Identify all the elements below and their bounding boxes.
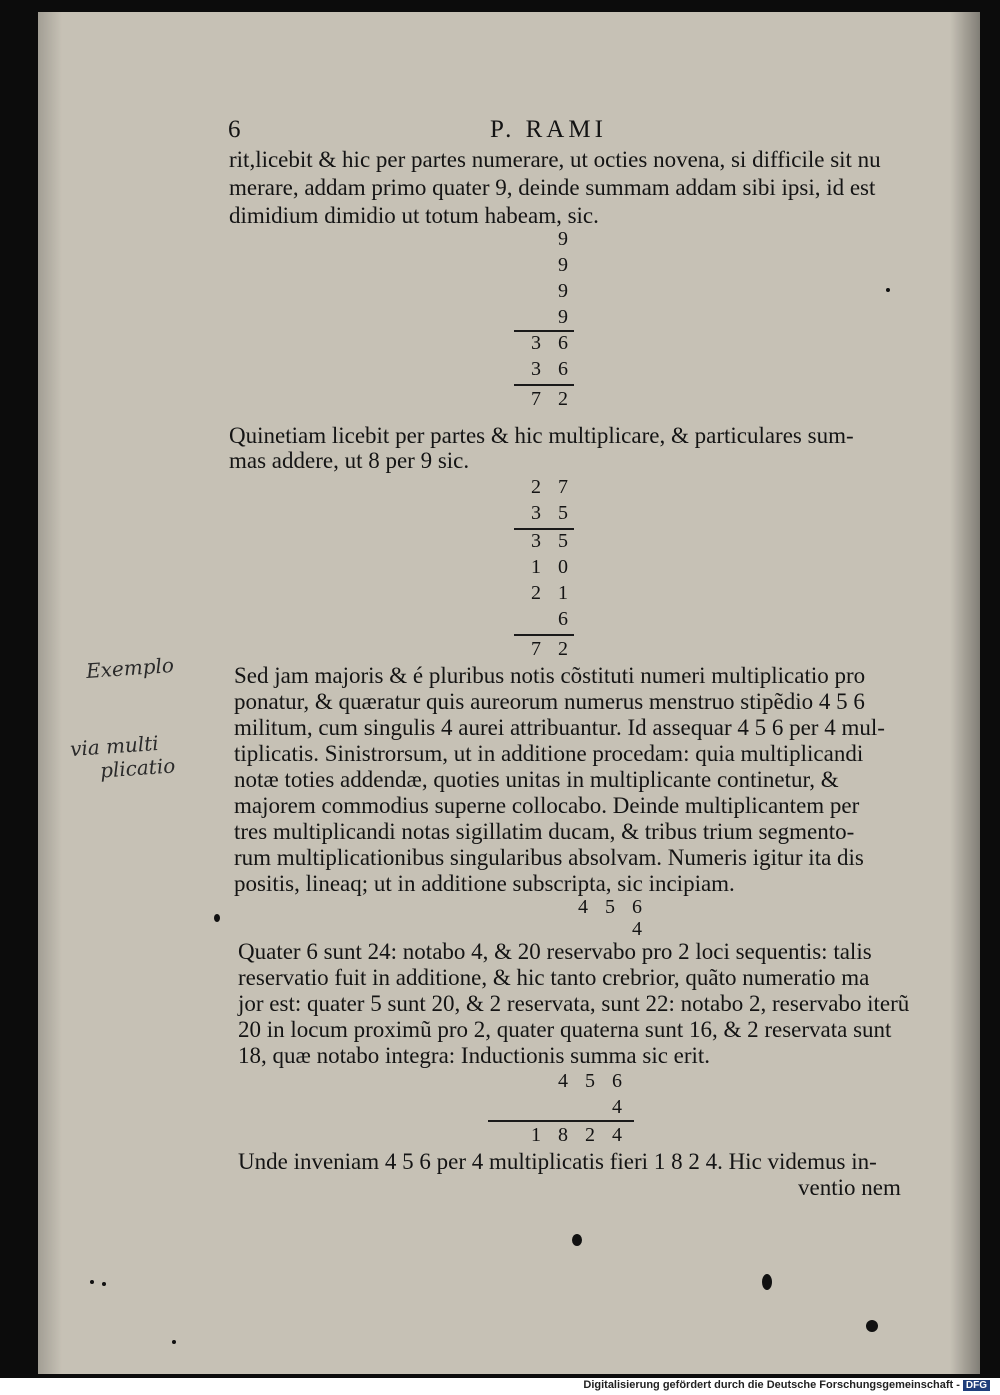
marginal-note: via multi (69, 730, 160, 762)
text-line: mas addere, ut 8 per 9 sic. (229, 448, 470, 473)
example-number: 9 (558, 280, 574, 302)
dfg-logo: DFG (963, 1380, 990, 1391)
footer-credit-text: Digitalisierung gefördert durch die Deutsche Forschungsgemeinschaft - (583, 1379, 960, 1391)
ink-speck (572, 1234, 582, 1246)
example-result: 7 2 (531, 388, 574, 410)
example-number: 3 6 (531, 332, 574, 354)
example-number: 3 5 (531, 530, 574, 552)
example-number: 3 5 (531, 502, 574, 524)
example-number: 4 5 6 (558, 1070, 628, 1092)
example-number: 1 0 (531, 556, 574, 578)
example-number: 4 (612, 1096, 628, 1118)
page-number: 6 (228, 116, 245, 143)
text-line: Quater 6 sunt 24: notabo 4, & 20 reservabo pro 2 loci sequentis: talis (238, 939, 872, 964)
text-line: 20 in locum proximũ pro 2, quater quaterna sunt 16, & 2 reservata sunt (238, 1017, 892, 1042)
example-result: 7 2 (531, 638, 574, 660)
ink-speck (214, 914, 220, 922)
text-line: majorem commodius superne collocabo. Deinde multiplicantem per (234, 793, 860, 818)
ink-speck (866, 1320, 878, 1332)
example-number: 2 7 (531, 476, 574, 498)
footer-credit (583, 1379, 990, 1391)
example-result: 1 8 2 4 (531, 1124, 628, 1146)
example-number: 4 5 6 (578, 896, 648, 918)
example-number: 2 1 (531, 582, 574, 604)
text-line: rum multiplicationibus singularibus absolvam. Numeris igitur ita dis (234, 845, 864, 870)
sum-rule (488, 1120, 634, 1122)
page-shadow-left (38, 12, 62, 1374)
running-title: P. RAMI (490, 116, 607, 143)
text-line: merare, addam primo quater 9, deinde summam addam sibi ipsi, id est (229, 175, 876, 200)
text-line: Unde inveniam 4 5 6 per 4 multiplicatis fieri 1 8 2 4. Hic videmus in- (238, 1149, 877, 1174)
text-line: dimidium dimidio ut totum habeam, sic. (229, 203, 599, 228)
page-gutter (950, 12, 980, 1374)
sum-rule (514, 384, 574, 386)
text-line: jor est: quater 5 sunt 20, & 2 reservata, sunt 22: notabo 2, reservabo iterũ (238, 991, 910, 1016)
ink-speck (762, 1274, 772, 1290)
text-line: rit,licebit & hic per partes numerare, ut octies novena, si difficile sit nu (229, 147, 881, 172)
ink-speck (886, 288, 890, 292)
text-line: Quinetiam licebit per partes & hic multiplicare, & particulares sum- (229, 423, 854, 448)
ink-speck (102, 1282, 106, 1286)
ink-speck (90, 1280, 94, 1284)
example-number: 9 (558, 306, 574, 328)
example-number: 6 (558, 608, 574, 630)
ink-speck (172, 1340, 176, 1344)
text-line: 18, quæ notabo integra: Inductionis summa sic erit. (238, 1043, 711, 1068)
example-number: 9 (558, 254, 574, 276)
text-line: Sed jam majoris & é pluribus notis cõstituti numeri multiplicatio pro (234, 663, 866, 688)
book-page (38, 12, 980, 1374)
text-line: notæ toties addendæ, quoties unitas in multiplicante continetur, & (234, 767, 839, 792)
marginal-note: Exemplo (85, 652, 175, 684)
marginal-note: plicatio (99, 753, 176, 783)
example-number: 4 (632, 918, 648, 940)
text-line: ponatur, & quæratur quis aureorum numerus menstruo stipẽdio 4 5 6 (234, 689, 865, 714)
digitization-footer (0, 1378, 1000, 1395)
sum-rule (514, 634, 574, 636)
text-line: reservatio fuit in additione, & hic tanto crebrior, quãto numeratio ma (238, 965, 870, 990)
text-line: militum, cum singulis 4 aurei attribuantur. Id assequar 4 5 6 per 4 mul- (234, 715, 885, 740)
example-number: 3 6 (531, 358, 574, 380)
text-line: tres multiplicandi notas sigillatim ducam, & tribus trium segmento- (234, 819, 855, 844)
text-line: ventio nem (798, 1175, 901, 1200)
text-line: positis, lineaq; ut in additione subscripta, sic incipiam. (234, 871, 735, 896)
example-number: 9 (558, 228, 574, 250)
text-line: tiplicatis. Sinistrorsum, ut in additione procedam: quia multiplicandi (234, 741, 864, 766)
